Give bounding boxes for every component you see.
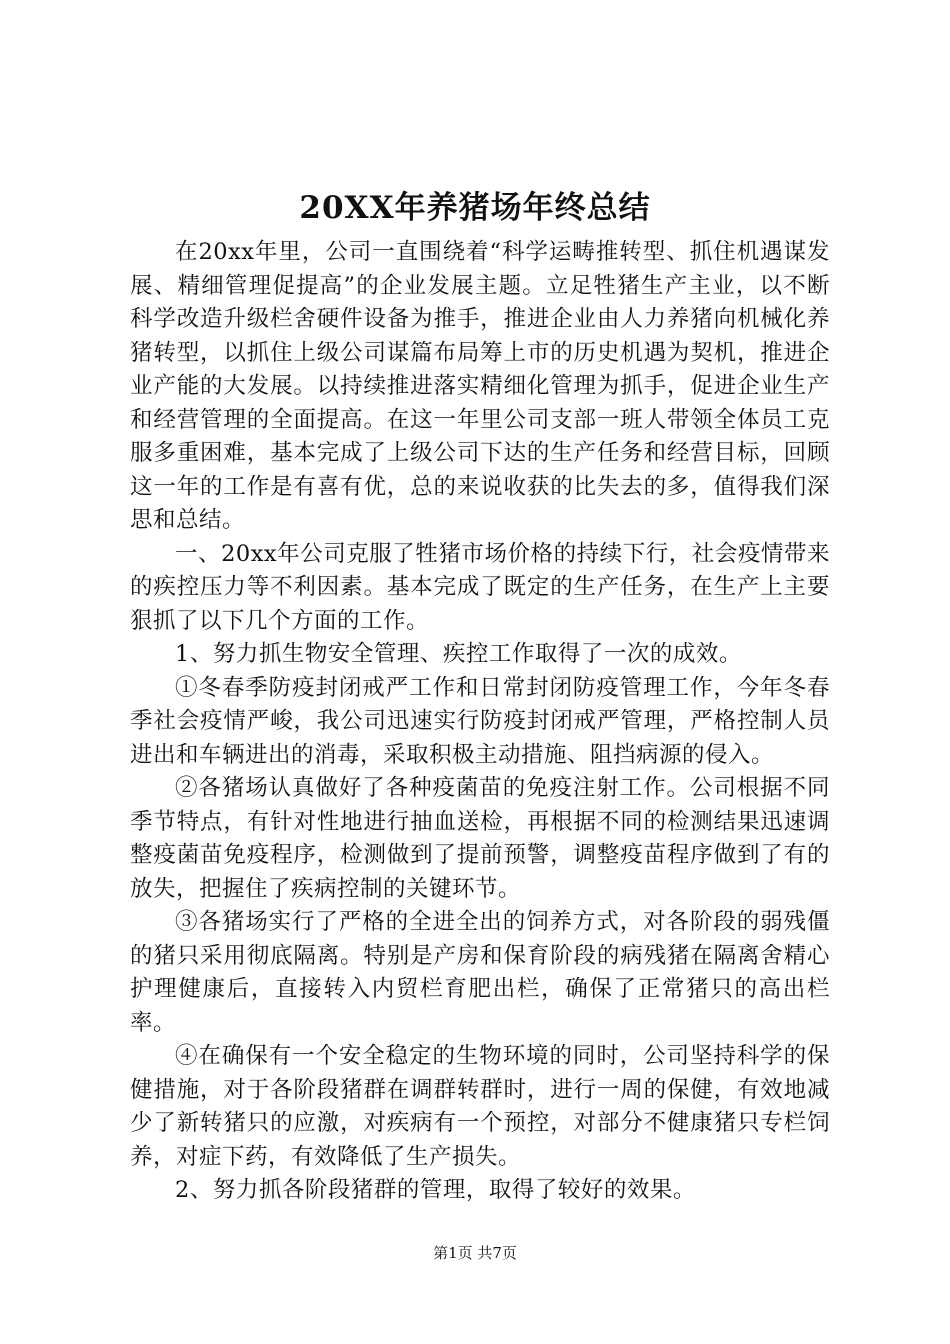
paragraph-subitem-2: ②各猪场认真做好了各种疫菌苗的免疫注射工作。公司根据不同季节特点，有针对性地进行抽血送检，再根据不同的检测结果迅速调整疫菌苗免疫程序，检测做到了提前预警，调整疫苗程序做到了有的放失，把握住了疾病控制的关键环节。 <box>130 775 830 902</box>
page-footer: 第1页 共7页 <box>433 1244 517 1262</box>
paragraph-subitem-3: ③各猪场实行了严格的全进全出的饲养方式，对各阶段的弱残僵的猪只采用彻底隔离。特别是产房和保育阶段的病残猪在隔离舍精心护理健康后，直接转入内贸栏育肥出栏，确保了正常猪只的高出栏率。 <box>130 909 830 1036</box>
paragraph-item-1: 1、努力抓生物安全管理、疾控工作取得了一次的成效。 <box>175 641 742 667</box>
paragraph-subitem-1: ①冬春季防疫封闭戒严工作和日常封闭防疫管理工作，今年冬春季社会疫情严峻，我公司迅速实行防疫封闭戒严管理，严格控制人员进出和车辆进出的消毒，采取积极主动措施、阻挡病源的侵入。 <box>130 674 830 768</box>
paragraph-subitem-4: ④在确保有一个安全稳定的生物环境的同时，公司坚持科学的保健措施，对于各阶段猪群在调群转群时，进行一周的保健，有效地减少了新转猪只的应激，对疾病有一个预控，对部分不健康猪只专栏饲养，对症下药，有效降低了生产损失。 <box>130 1043 830 1170</box>
paragraph-item-2: 2、努力抓各阶段猪群的管理，取得了较好的效果。 <box>175 1177 696 1203</box>
document-body <box>130 236 830 1208</box>
paragraph-section-one: 一、20xx年公司克服了牲猪市场价格的持续下行，社会疫情带来的疾控压力等不利因素。基本完成了既定的生产任务，在生产上主要狠抓了以下几个方面的工作。 <box>130 540 830 634</box>
document-title: 20XX年养猪场年终总结 <box>299 190 651 226</box>
paragraph-intro: 在20xx年里，公司一直围绕着“科学运畴推转型、抓住机遇谋发展、精细管理促提高”的企业发展主题。立足牲猪生产主业，以不断科学改造升级栏舍硬件设备为推手，推进企业由人力养猪向机械化养猪转型，以抓住上级公司谋篇布局筹上市的历史机遇为契机，推进企业产能的大发展。以持续推进落实精细化管理为抓手，促进企业生产和经营管理的全面提高。在这一年里公司支部一班人带领全体员工克服多重困难，基本完成了上级公司下达的生产任务和经营目标，回顾这一年的工作是有喜有优，总的来说收获的比失去的多，值得我们深思和总结。 <box>130 239 830 533</box>
